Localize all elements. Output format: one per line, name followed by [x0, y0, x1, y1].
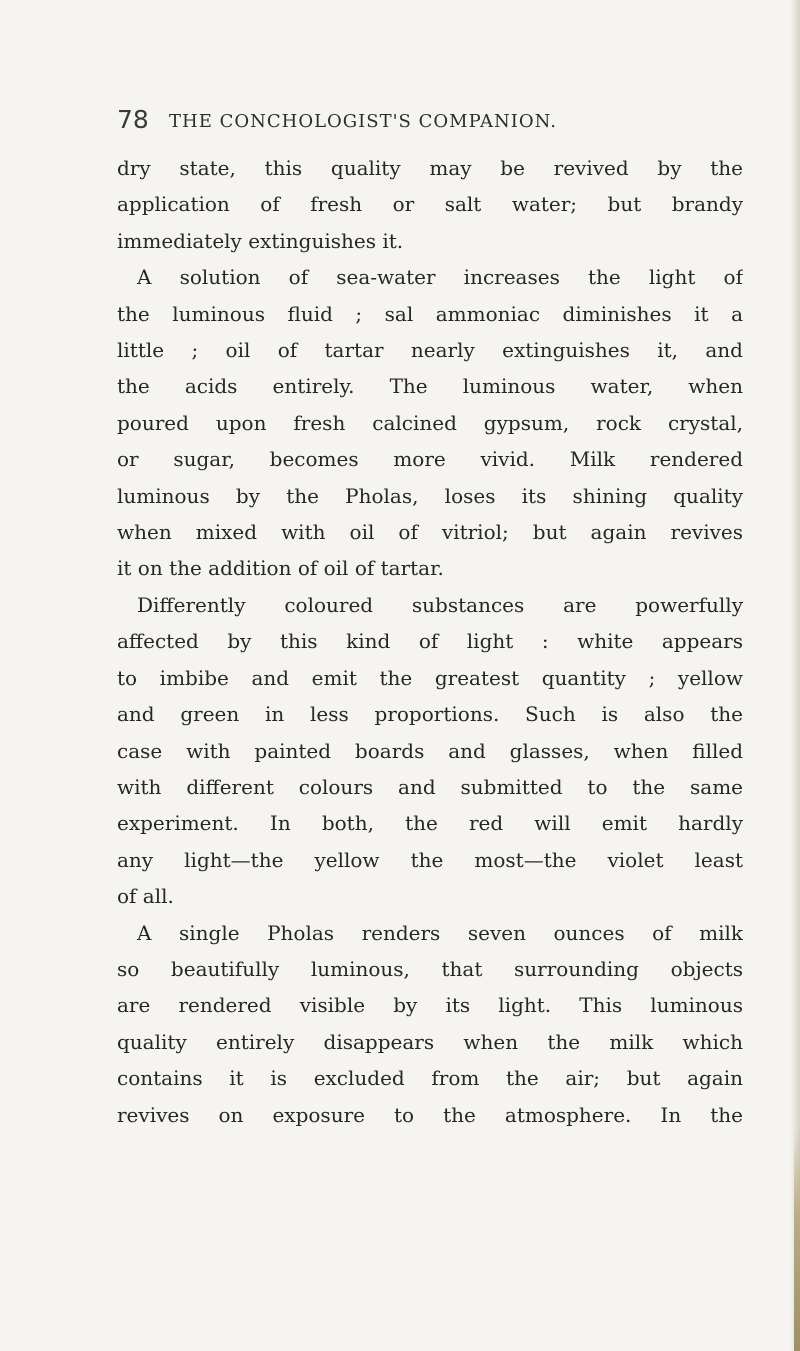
body-text — [117, 150, 743, 1133]
text-line: little ; oil of tartar nearly extinguishes it, and — [117, 338, 743, 363]
text-line: contains it is excluded from the air; but again — [117, 1066, 743, 1091]
page-header — [117, 105, 707, 141]
text-line: case with painted boards and glasses, when filled — [117, 738, 743, 763]
text-line: and green in less proportions. Such is also the — [117, 702, 743, 727]
text-line: application of fresh or salt water; but brandy — [117, 192, 743, 217]
text-line: with different colours and submitted to the same — [117, 774, 743, 799]
page-edge-binding — [794, 1130, 800, 1351]
text-line: affected by this kind of light : white appears — [117, 629, 743, 654]
text-line: revives on exposure to the atmosphere. In the — [117, 1102, 743, 1127]
page-number: 78 — [117, 105, 149, 134]
text-line: poured upon fresh calcined gypsum, rock crystal, — [117, 410, 743, 435]
text-line: quality entirely disappears when the milk which — [117, 1029, 743, 1054]
text-line: the luminous fluid ; sal ammoniac diminishes it a — [117, 301, 743, 326]
text-line: any light—the yellow the most—the violet least — [117, 847, 743, 872]
text-line: dry state, this quality may be revived by the — [117, 156, 743, 180]
text-line: immediately extinguishes it. — [117, 228, 404, 253]
running-head: THE CONCHOLOGIST'S COMPANION. — [169, 111, 557, 132]
text-line: when mixed with oil of vitriol; but again revives — [117, 520, 743, 545]
text-line: to imbibe and emit the greatest quantity ; yellow — [117, 665, 743, 690]
text-line: of all. — [117, 884, 174, 909]
paragraph-start-line: A single Pholas renders seven ounces of milk — [137, 920, 743, 945]
text-line: the acids entirely. The luminous water, when — [117, 374, 743, 399]
text-line: so beautifully luminous, that surrounding objects — [117, 956, 743, 981]
text-line: are rendered visible by its light. This luminous — [117, 993, 743, 1018]
text-line: it on the addition of oil of tartar. — [117, 556, 444, 581]
text-line: experiment. In both, the red will emit hardly — [117, 811, 743, 836]
text-line: luminous by the Pholas, loses its shining quality — [117, 483, 743, 508]
text-line: or sugar, becomes more vivid. Milk rendered — [117, 447, 743, 472]
paragraph-start-line: Differently coloured substances are powerfully — [137, 592, 743, 617]
paragraph-start-line: A solution of sea-water increases the light of — [137, 265, 743, 290]
